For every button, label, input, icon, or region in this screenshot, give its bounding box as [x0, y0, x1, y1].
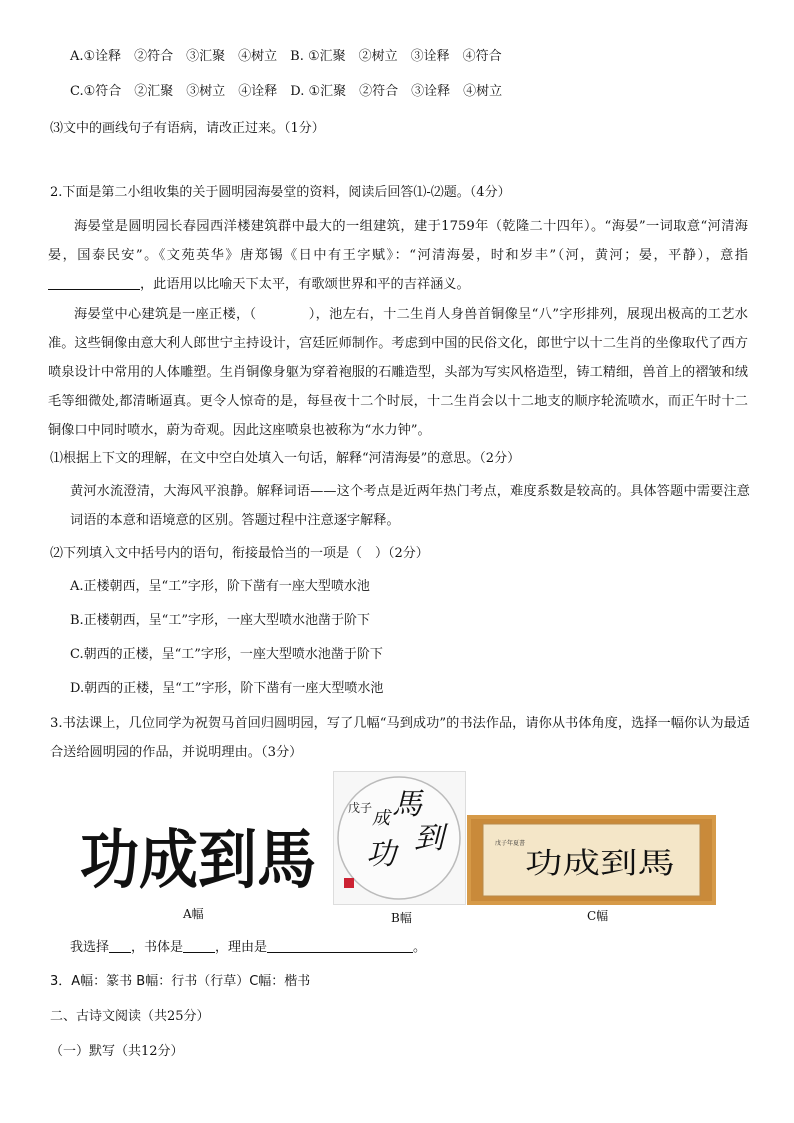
- q3-blank-choice: [109, 938, 131, 953]
- q2-p2-text-a: 海晏堂中心建筑是一座正楼，（: [74, 307, 257, 322]
- q2-p1-text-a: 海晏堂是圆明园长春园西洋楼建筑群中最大的一组建筑，建于1759年（乾隆二十四年）。“海晏”一词取意“河清海晏，国泰民安”。《文苑英华》唐郑锡《日中有王字赋》：“河清海晏，时和岁丰”（河，黄河；晏，平静），意指: [48, 219, 748, 263]
- q1-options-ab: A.①诠释 ②符合 ③汇聚 ④树立 B. ①汇聚 ②树立 ③诠释 ④符合: [70, 49, 502, 64]
- calligraphy-c-drawing: [467, 815, 716, 905]
- q2-sub1: ⑴根据上下文的理解，在文中空白处填入一句话，解释“河清海晏”的意思。（2分）: [50, 451, 521, 466]
- q2-sub2: ⑵下列填入文中括号内的语句，衔接最恰当的一项是（ ）（2分）: [50, 546, 429, 561]
- q2-intro: 2.下面是第二小组收集的关于圆明园海晏堂的资料，阅读后回答⑴-⑵题。（4分）: [50, 185, 511, 200]
- calligraphy-c-inscription: 戊子年夏書: [495, 840, 526, 847]
- q2-p1-text-b: ，此语用以比喻天下太平，有歌颂世界和平的吉祥涵义。: [140, 277, 470, 292]
- section2-sub1: （一）默写（共12分）: [50, 1044, 184, 1059]
- calligraphy-c-image: [467, 815, 716, 905]
- caption-c: C幅: [587, 909, 609, 923]
- calligraphy-b-drawing: [334, 772, 465, 904]
- q2-p1-blank: [48, 275, 140, 290]
- q3-blank-reason: [267, 938, 413, 953]
- q3-answer: 3．A幅：篆书 B幅：行书（行草）C幅：楷书: [50, 974, 311, 989]
- q1-sub3: ⑶文中的画线句子有语病，请改正过来。（1分）: [50, 121, 325, 136]
- q3-fill-a: 我选择: [70, 940, 110, 955]
- q3-fill-d: 。: [413, 940, 427, 955]
- calligraphy-b-image: [333, 771, 466, 905]
- q1-options-cd: C.①符合 ②汇聚 ③树立 ④诠释 D. ①汇聚 ②符合 ③诠释 ④树立: [70, 84, 503, 99]
- q2-paragraph-2: [48, 300, 748, 445]
- calligraphy-c-text: 功成到馬: [525, 846, 675, 880]
- q3-blank-script: [183, 938, 215, 953]
- calligraphy-b-char-2: 到: [414, 821, 444, 856]
- calligraphy-a-image: [78, 812, 320, 900]
- caption-b: B幅: [391, 911, 412, 925]
- calligraphy-b-char-4: 成: [372, 808, 390, 829]
- q3-prompt: 3.书法课上，几位同学为祝贺马首回归圆明园，写了几幅“马到成功”的书法作品，请你从书体角度，选择一幅你认为最适合送给圆明园的作品，并说明理由。（3分）: [50, 716, 750, 760]
- q3-fill-b: ，书体是: [131, 940, 184, 955]
- calligraphy-a-drawing: [78, 812, 320, 900]
- q2-paragraph-1: [48, 212, 748, 299]
- q2-sub1-answer: 黄河水流澄清，大海风平浪静。解释词语——这个考点是近两年热门考点，难度系数是较高的。具体答题中需要注意词语的本意和语境意的区别。答题过程中注意逐字解释。: [70, 484, 750, 528]
- calligraphy-b-char-3: 功: [366, 837, 396, 872]
- caption-a: A幅: [183, 907, 204, 921]
- q2-option-a: A.正楼朝西，呈“工”字形，阶下凿有一座大型喷水池: [70, 579, 370, 594]
- q2-option-d: D.朝西的正楼，呈“工”字形，阶下凿有一座大型喷水池: [70, 681, 384, 696]
- q2-p2-text-b: ），池左右，十二生肖人身兽首铜像呈“八”字形排列，展现出极高的工艺水准。这些铜像由意大利人郎世宁主持设计，宫廷匠师制作。考虑到中国的民俗文化，郎世宁以十二生肖的坐像取代了西方喷泉设计中常用的人体雕塑。生肖铜像身躯为穿着袍服的石雕造型，头部为写实风格造型，铸工精细，兽首上的褶皱和绒毛等细微处,都清晰逼真。更令人惊奇的是，每昼夜十二个时辰，十二生肖会以十二地支的顺序轮流喷水，而正午时十二铜像口中同时喷水，蔚为奇观。因此这座喷泉也被称为“水力钟”。: [48, 307, 748, 438]
- calligraphy-a-text: 功成到馬: [80, 823, 316, 898]
- calligraphy-b-char-1: 馬: [392, 787, 422, 822]
- seal-stamp-icon: [344, 878, 354, 888]
- section2-title: 二、古诗文阅读（共25分）: [50, 1009, 210, 1024]
- q3-fill-line: [70, 938, 426, 958]
- calligraphy-b-inscription: 戊子: [348, 801, 373, 815]
- q2-option-c: C.朝西的正楼，呈“工”字形，一座大型喷水池凿于阶下: [70, 647, 383, 662]
- q2-option-b: B.正楼朝西，呈“工”字形，一座大型喷水池凿于阶下: [70, 613, 370, 628]
- q3-fill-c: ，理由是: [215, 940, 268, 955]
